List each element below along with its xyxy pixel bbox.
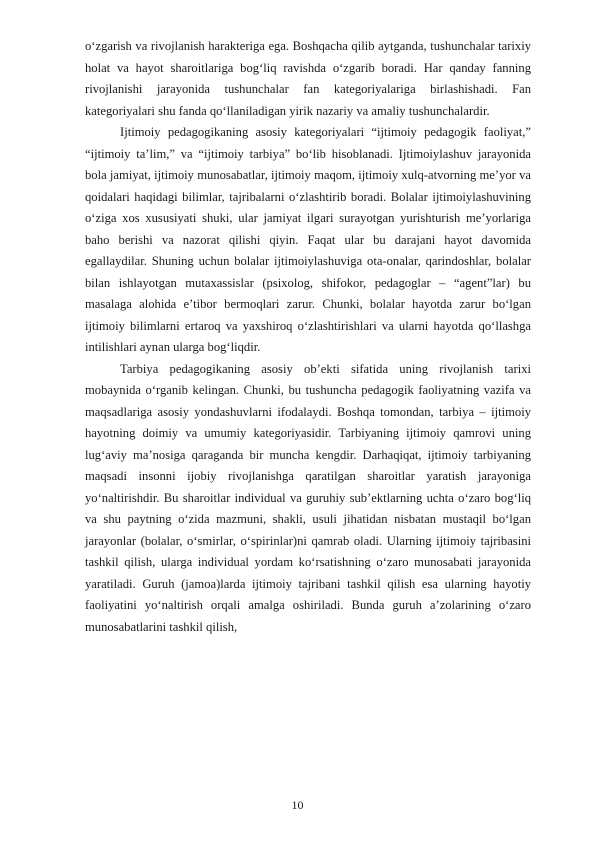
document-page bbox=[85, 36, 531, 638]
paragraph-continuation: o‘zgarish va rivojlanish harakteriga ega. Boshqacha qilib aytganda, tushunchalar tarixiy holat va hayot sharoitlariga bog‘liq ravishda o‘zgarib boradi. Har qanday fanning rivojlanishi jarayonida tushunchalar fan kategoriyalariga birlashishadi. Fan kategoriyalari shu fanda qo‘llaniladigan yirik nazariy va amaliy tushunchalardir. bbox=[85, 39, 531, 118]
page-number: 10 bbox=[291, 798, 304, 812]
paragraph-upbringing: Tarbiya pedagogikaning asosiy ob’ekti sifatida uning rivojlanish tarixi mobaynida o‘rganib kelingan. Chunki, bu tushuncha pedagogik faoliyatning vazifa va maqsadlariga asosiy yondashuvlarni ifodalaydi. Boshqa tomondan, tarbiya – ijtimoiy hayotning doimiy va umumiy kategoriyasidir. Tarbiyaning ijtimoiy qamrovi uning lug‘aviy ma’nosiga qaraganda bir muncha kengdir. Darhaqiqat, ijtimoiy tarbiyaning maqsadi insonni ijobiy rivojlanishga qaratilgan sharoitlar yaratish jarayoniga yo‘naltirishdir. Bu sharoitlar individual va guruhiy sub’ektlarning uchta o‘zaro bog‘liq va shu paytning o‘zida mazmuni, shakli, usuli jihatidan nisbatan mustaqil bo‘lgan jarayonlar (bolalar, o‘smirlar, o‘spirinlar)ni qamrab oladi. Ularning ijtimoiy tajribasini tashkil qilish, ularga individual yordam ko‘rsatishning o‘zaro munosabati jarayonida yaratiladi. Guruh (jamoa)larda ijtimoiy tajribani tashkil qilish esa ularning hayotiy faoliyatini yo‘naltirish orqali amalga oshiriladi. Bunda guruh a’zolarining o‘zaro munosabatlarini tashkil qilish, bbox=[85, 361, 531, 634]
paragraph-social-pedagogy-categories: Ijtimoiy pedagogikaning asosiy kategoriyalari “ijtimoiy pedagogik faoliyat,” “ijtimoiy ta’lim,” va “ijtimoiy tarbiya” bo‘lib hisoblanadi. Ijtimoiylashuv jarayonida bola jamiyat, ijtimoiy munosabatlar, ijtimoiy maqom, ijtimoiy xulq-atvorning me’yor va qoidalari haqidagi bilimlar, tajribalarni o‘zlashtirib boradi. Bolalar ijtimoiylashuvining o‘ziga xos xususiyati shuki, ular jamiyat ilgari surayotgan yurishturish me’yorlariga baho berishi va nazorat qilishi qiyin. Faqat ular bu darajani hayot davomida egallaydilar. Shuning uchun bolalar ijtimoiylashuviga ota-onalar, qarindoshlar, bolalar bilan ishlayotgan mutaxassislar (psixolog, shifokor, pedagoglar – “agent”lar) bu masalaga alohida e’tibor bermoqlari zarur. Chunki, bolalar hayotda zarur bo‘lgan ijtimoiy bilimlarni ertaroq va yaxshiroq o‘zlashtirishlari va ularni hayotda qo‘llashga intilishlari aynan ularga bog‘liqdir. bbox=[85, 125, 531, 354]
